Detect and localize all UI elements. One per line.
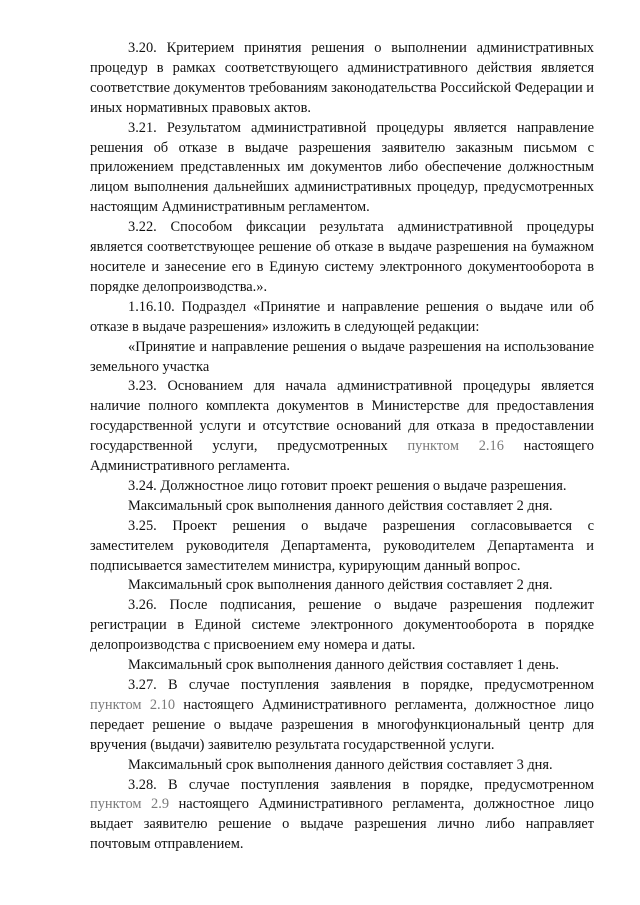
paragraph-3-27 (90, 676, 594, 756)
paragraph-3-21: 3.21. Результатом административной процедуры является направление решения об отказе в выдаче разрешения заявителю заказным письмом с приложением представленных им документов либо обеспечение должностным лицом выполнения дальнейших административных процедур, предусмотренных настоящим Административным регламентом. (90, 119, 594, 216)
deadline-note: Максимальный срок выполнения данного действия составляет 1 день. (128, 657, 559, 674)
paragraph-3-28 (90, 776, 594, 856)
subsection-heading: «Принятие и направление решения о выдаче разрешения на использование земельного участка (90, 338, 594, 375)
reference-link[interactable]: пунктом 2.9 (90, 796, 170, 813)
reference-link[interactable]: пунктом 2.16 (407, 438, 504, 455)
paragraph-3-23 (90, 377, 594, 477)
paragraph-3-26: 3.26. После подписания, решение о выдаче разрешения подлежит регистрации в Единой системе электронного документооборота в порядке делопроизводства с присвоением ему номера и даты. (90, 597, 594, 654)
deadline-note: Максимальный срок выполнения данного действия составляет 2 дня. (128, 577, 553, 594)
reference-link[interactable]: пунктом 2.10 (90, 696, 176, 713)
paragraph-3-25: 3.25. Проект решения о выдаче разрешения согласовывается с заместителем руководителя Департамента, руководителем Департамента и подписывается заместителем министра, курирующим данный вопрос. (90, 517, 594, 574)
paragraph-text: 3.28. В случае поступления заявления в порядке, предусмотренном (128, 776, 594, 793)
paragraph-text: настоящего Административного регламента. (90, 438, 595, 475)
deadline-note: Максимальный срок выполнения данного действия составляет 3 дня. (128, 756, 553, 773)
document-page (90, 39, 594, 855)
paragraph-text: 3.23. Основанием для начала административной процедуры является наличие полного комплекта документов в Министерстве для предоставления государственной услуги и отсутствие оснований для отказа в предоставлении государственной услуги, предусмотренных (90, 378, 594, 455)
paragraph-text: настоящего Административного регламента, должностное лицо выдает заявителю решение о выдаче разрешения лично либо направляет почтовым отправлением. (90, 796, 594, 853)
paragraph-1-16-10: 1.16.10. Подраздел «Принятие и направление решения о выдаче или об отказе в выдаче разрешения» изложить в следующей редакции: (90, 298, 594, 335)
paragraph-3-20: 3.20. Критерием принятия решения о выполнении административных процедур в рамках соответствующего административного действия является соответствие документов требованиям законодательства Российской Федерации и иных нормативных правовых актов. (90, 40, 594, 116)
paragraph-text: 3.27. В случае поступления заявления в порядке, предусмотренном (128, 677, 594, 693)
paragraph-3-24: 3.24. Должностное лицо готовит проект решения о выдаче разрешения. (128, 477, 567, 494)
paragraph-3-22: 3.22. Способом фиксации результата административной процедуры является соответствующее решение об отказе в выдаче разрешения на бумажном носителе и занесение его в Единую систему электронного документооборота в порядке делопроизводства.». (90, 219, 594, 295)
paragraph-text: настоящего Административного регламента, должностное лицо передает решение о выдаче разрешения в многофункциональный центр для вручения (выдачи) заявителю результата государственной услуги. (90, 696, 594, 753)
deadline-note: Максимальный срок выполнения данного действия составляет 2 дня. (128, 497, 553, 514)
